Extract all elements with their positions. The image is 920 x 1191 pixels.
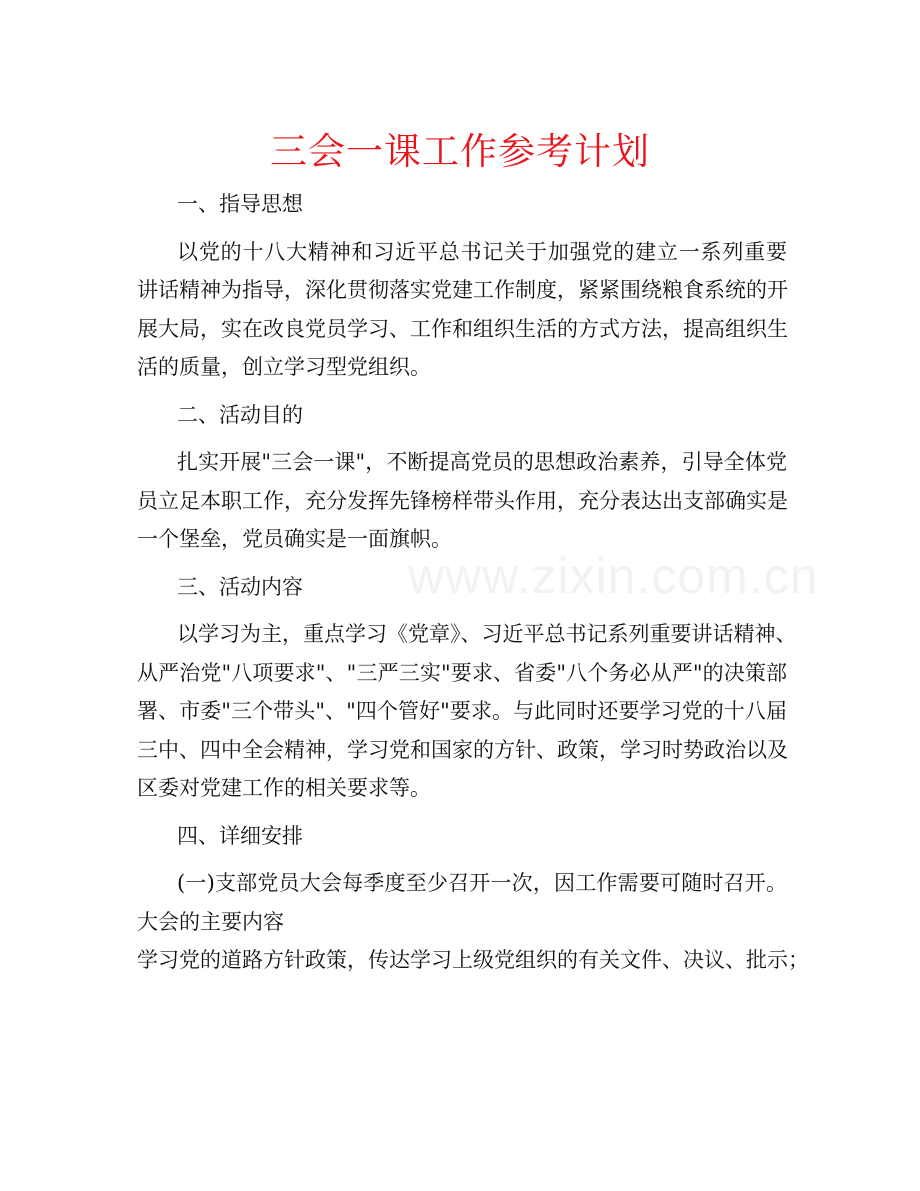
paragraph-line: 以党的十八大精神和习近平总书记关于加强党的建立一系列重要 [177, 239, 787, 264]
watermark-text: www.zixin.com.cn [408, 548, 819, 604]
paragraph-line: 活的质量，创立学习型党组织。 [137, 355, 431, 379]
section-heading: 四、详细安排 [177, 823, 303, 848]
document-title: 三会一课工作参考计划 [270, 130, 650, 173]
paragraph-line: 扎实开展"三会一课"，不断提高党员的思想政治素养，引导全体党 [177, 450, 787, 474]
section-heading: 三、活动内容 [177, 574, 303, 599]
paragraph-line: 展大局，实在改良党员学习、工作和组织生活的方式方法，提高组织生 [137, 316, 788, 341]
paragraph-line: 以学习为主，重点学习《党章》、习近平总书记系列重要讲话精神、 [177, 622, 797, 646]
paragraph-line: 一个堡垒，党员确实是一面旗帜。 [137, 527, 452, 551]
paragraph-line: 三中、四中全会精神，学习党和国家的方针、政策，学习时势政治以及 [137, 737, 788, 762]
paragraph-line: 大会的主要内容 [137, 909, 284, 934]
paragraph-line: 从严治党"八项要求"、"三严三实"要求、省委"八个务必从严"的决策部 [137, 660, 787, 685]
paragraph-line: 员立足本职工作，充分发挥先锋榜样带头作用，充分表达出支部确实是 [137, 488, 788, 513]
paragraph-line: 讲话精神为指导，深化贯彻落实党建工作制度，紧紧围绕粮食系统的开 [137, 278, 788, 302]
document-body [137, 185, 809, 980]
section-heading: 一、指导思想 [177, 192, 303, 216]
paragraph-line: 学习党的道路方针政策，传达学习上级党组织的有关文件、决议、批示； [137, 948, 809, 972]
paragraph-line: (一)支部党员大会每季度至少召开一次，因工作需要可随时召开。 [177, 871, 787, 895]
section-heading: 二、活动目的 [177, 402, 303, 427]
paragraph-line: 区委对党建工作的相关要求等。 [137, 776, 431, 800]
paragraph-line: 署、市委"三个带头"、"四个管好"要求。与此同时还要学习党的十八届 [137, 699, 787, 723]
